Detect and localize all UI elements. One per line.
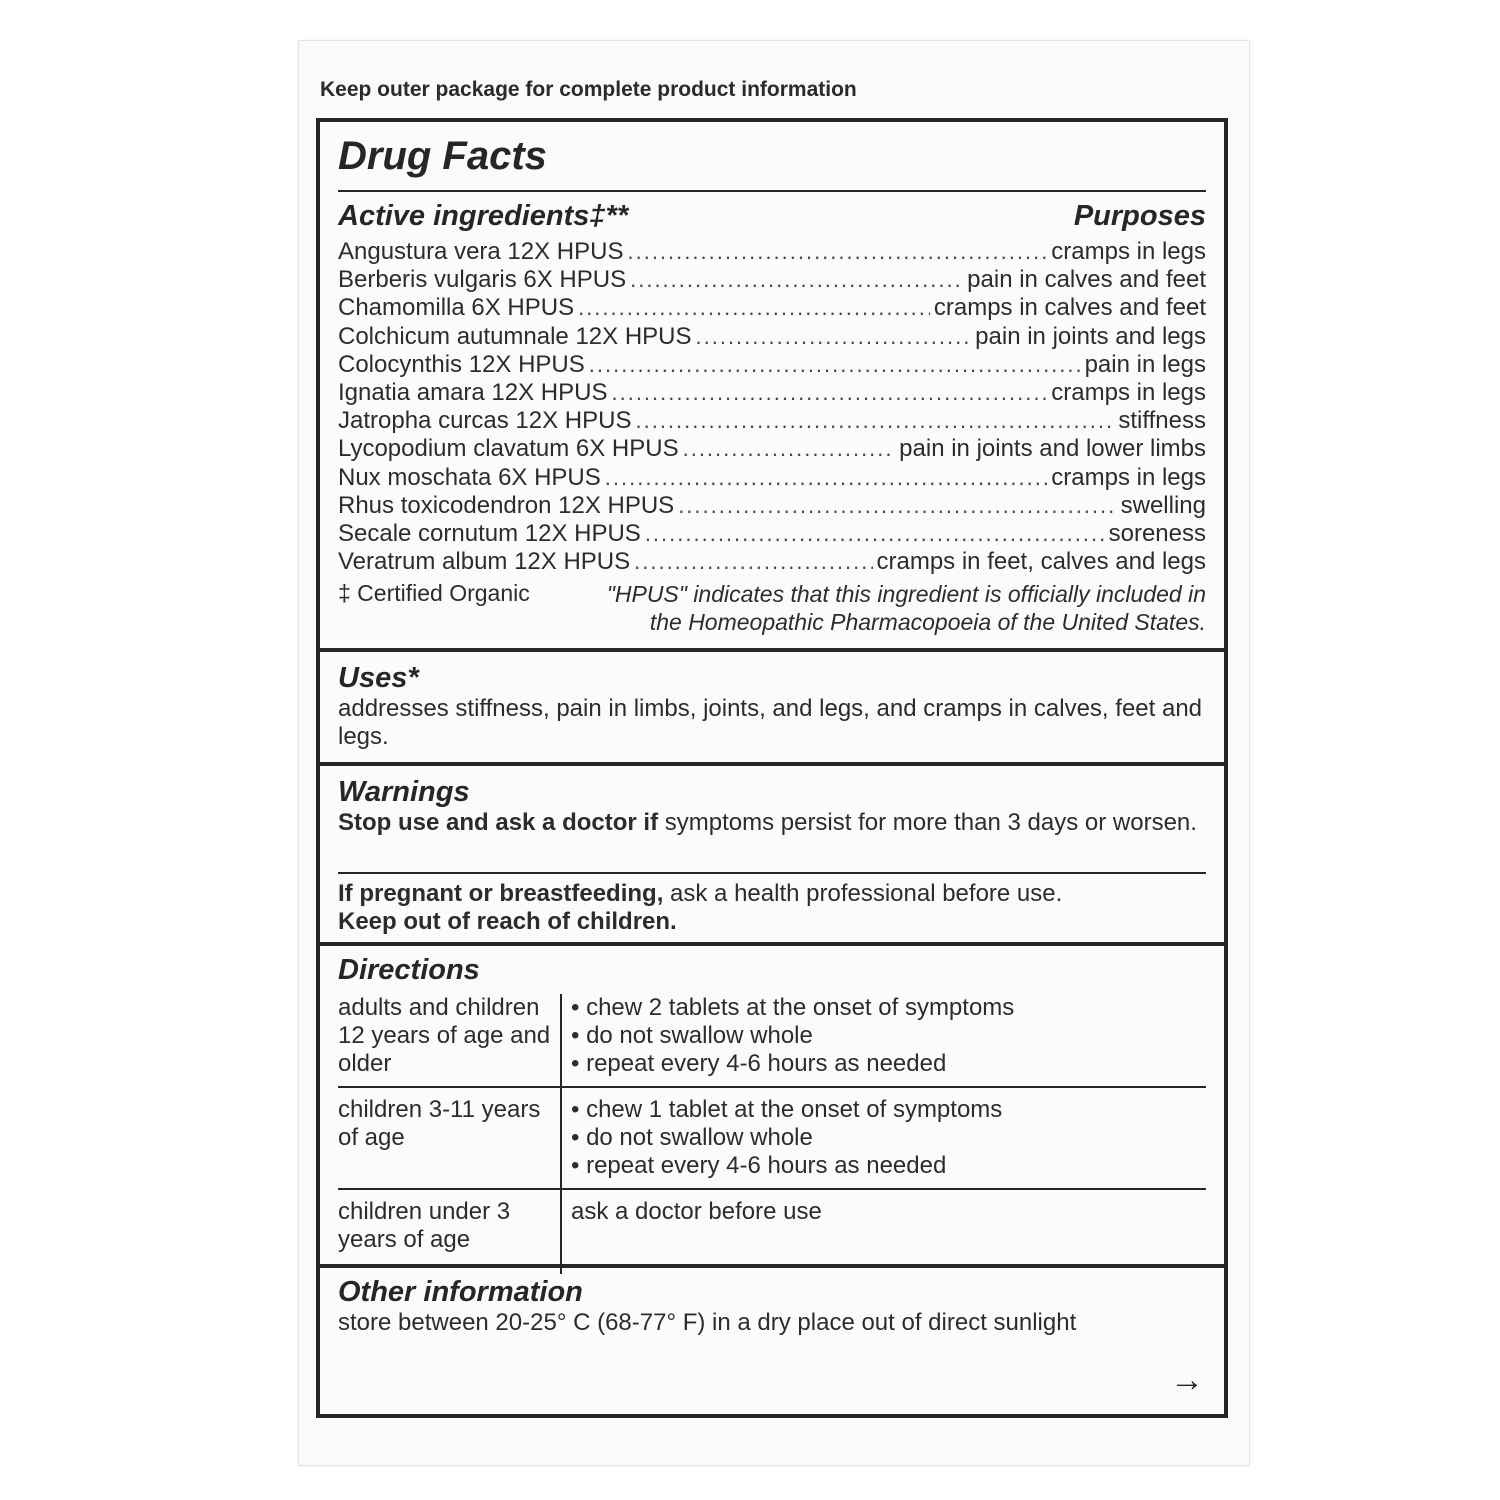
ingredient-row [338, 520, 1206, 548]
ingredient-row [338, 351, 1206, 379]
ingredient-purpose: soreness [1108, 519, 1206, 547]
pregnant-bold: If pregnant or breastfeeding, [338, 880, 664, 907]
age-group: children under 3 years of age [338, 1198, 511, 1253]
ingredient-row [338, 492, 1206, 520]
section-divider [320, 1264, 1224, 1268]
ingredient-row [338, 238, 1206, 266]
stop-use-bold: Stop use and ask a doctor if [338, 809, 659, 836]
direction-steps [571, 994, 1014, 1078]
direction-step: • repeat every 4-6 hours as needed [571, 1152, 947, 1179]
ingredient-name: Nux moschata 6X HPUS [338, 463, 601, 491]
active-ingredients-header [338, 200, 1206, 236]
warnings-rule [338, 872, 1206, 874]
dot-leader [630, 267, 963, 293]
directions-section [338, 954, 1206, 987]
ingredient-name: Berberis vulgaris 6X HPUS [338, 266, 627, 294]
age-group: adults and children 12 years of age and older [338, 994, 551, 1077]
warnings-heading: Warnings [338, 776, 470, 808]
keep-out-text: Keep out of reach of children. [338, 908, 677, 935]
direction-step: • chew 2 tablets at the onset of symptoms [571, 994, 1015, 1021]
purposes-heading: Purposes [1073, 200, 1206, 232]
ingredient-name: Angustura vera 12X HPUS [338, 238, 624, 265]
column-divider [560, 994, 562, 1086]
direction-steps [571, 1096, 1002, 1180]
column-divider [560, 1086, 562, 1188]
dot-leader [678, 493, 1116, 519]
ingredient-row [338, 266, 1206, 294]
ingredient-name: Ignatia amara 12X HPUS [338, 378, 608, 406]
ingredient-name: Rhus toxicodendron 12X HPUS [338, 491, 675, 519]
ingredient-row [338, 548, 1206, 576]
direction-step: ask a doctor before use [571, 1198, 822, 1225]
header-note: Keep outer package for complete product information [320, 78, 857, 101]
age-group: children 3-11 years of age [338, 1096, 541, 1151]
directions-table [338, 994, 1206, 1274]
ingredient-purpose: stiffness [1118, 407, 1206, 435]
ingredient-name: Veratrum album 12X HPUS [338, 548, 631, 576]
certified-organic-note: ‡ Certified Organic [338, 580, 530, 606]
ingredient-row [338, 464, 1206, 492]
pregnant-detail: ask a health professional before use. [663, 880, 1063, 907]
pregnant-text [338, 880, 1218, 936]
dot-leader [683, 436, 896, 462]
dot-leader [634, 549, 872, 575]
uses-heading: Uses* [338, 662, 419, 694]
dot-leader [635, 408, 1114, 434]
column-divider [560, 1188, 562, 1274]
table-row [338, 994, 1206, 1088]
warnings-section [338, 776, 1206, 935]
section-divider [320, 762, 1224, 766]
ingredient-name: Chamomilla 6X HPUS [338, 294, 575, 322]
title-rule [338, 190, 1206, 192]
ingredient-purpose: cramps in feet, calves and legs [876, 548, 1206, 576]
dot-leader [627, 239, 1047, 265]
ingredient-name: Colocynthis 12X HPUS [338, 350, 585, 378]
ingredient-purpose: pain in legs [1084, 350, 1206, 378]
other-information-heading: Other information [338, 1276, 583, 1308]
ingredient-name: Colchicum autumnale 12X HPUS [338, 322, 692, 350]
drug-facts-title: Drug Facts [338, 134, 547, 178]
direction-steps [571, 1198, 822, 1226]
ingredient-purpose: cramps in calves and feet [933, 294, 1206, 322]
ingredient-purpose: cramps in legs [1051, 463, 1206, 491]
hpus-note: "HPUS" indicates that this ingredient is officially included in the Homeopathic Pharmacopoeia of the United States. [606, 581, 1206, 635]
ingredient-purpose: pain in calves and feet [967, 266, 1206, 294]
ingredient-purpose: swelling [1120, 491, 1206, 519]
uses-text: addresses stiffness, pain in limbs, joints, and legs, and cramps in calves, feet and legs. [338, 695, 1203, 750]
directions-heading: Directions [338, 954, 480, 986]
section-divider [320, 648, 1224, 652]
ingredient-name: Lycopodium clavatum 6X HPUS [338, 435, 679, 463]
other-information-section [338, 1276, 1206, 1337]
stop-use-detail: symptoms persist for more than 3 days or worsen. [658, 809, 1197, 836]
direction-step: • do not swallow whole [571, 1124, 813, 1151]
table-row [338, 1096, 1206, 1190]
ingredient-row [338, 407, 1206, 435]
ingredient-row [338, 379, 1206, 407]
ingredient-purpose: cramps in legs [1051, 378, 1206, 406]
dot-leader [589, 352, 1081, 378]
section-divider [320, 942, 1224, 946]
dot-leader [645, 521, 1105, 547]
direction-step: • chew 1 tablet at the onset of symptoms [571, 1096, 1003, 1123]
stop-use-text [338, 809, 1198, 837]
ingredient-list [338, 238, 1206, 576]
ingredient-purpose: cramps in legs [1051, 238, 1206, 265]
dot-leader [605, 465, 1047, 491]
dot-leader [611, 380, 1047, 406]
other-information-text: store between 20-25° C (68-77° F) in a dry place out of direct sunlight [338, 1309, 1077, 1336]
dot-leader [578, 295, 930, 321]
ingredient-purpose: pain in joints and legs [975, 322, 1206, 350]
ingredient-row [338, 323, 1206, 351]
ingredient-name: Secale cornutum 12X HPUS [338, 519, 641, 547]
ingredient-row [338, 294, 1206, 322]
dot-leader [696, 324, 972, 350]
drug-facts-panel [316, 118, 1228, 1418]
ingredient-purpose: pain in joints and lower limbs [899, 435, 1206, 463]
uses-section [338, 662, 1206, 751]
direction-step: • do not swallow whole [571, 1022, 813, 1049]
table-row [338, 1198, 1206, 1274]
ingredient-name: Jatropha curcas 12X HPUS [338, 407, 632, 435]
ingredient-row [338, 435, 1206, 463]
arrow-right-icon: → [1170, 1361, 1204, 1399]
direction-step: • repeat every 4-6 hours as needed [571, 1050, 947, 1077]
active-ingredients-heading: Active ingredients‡** [338, 200, 629, 232]
